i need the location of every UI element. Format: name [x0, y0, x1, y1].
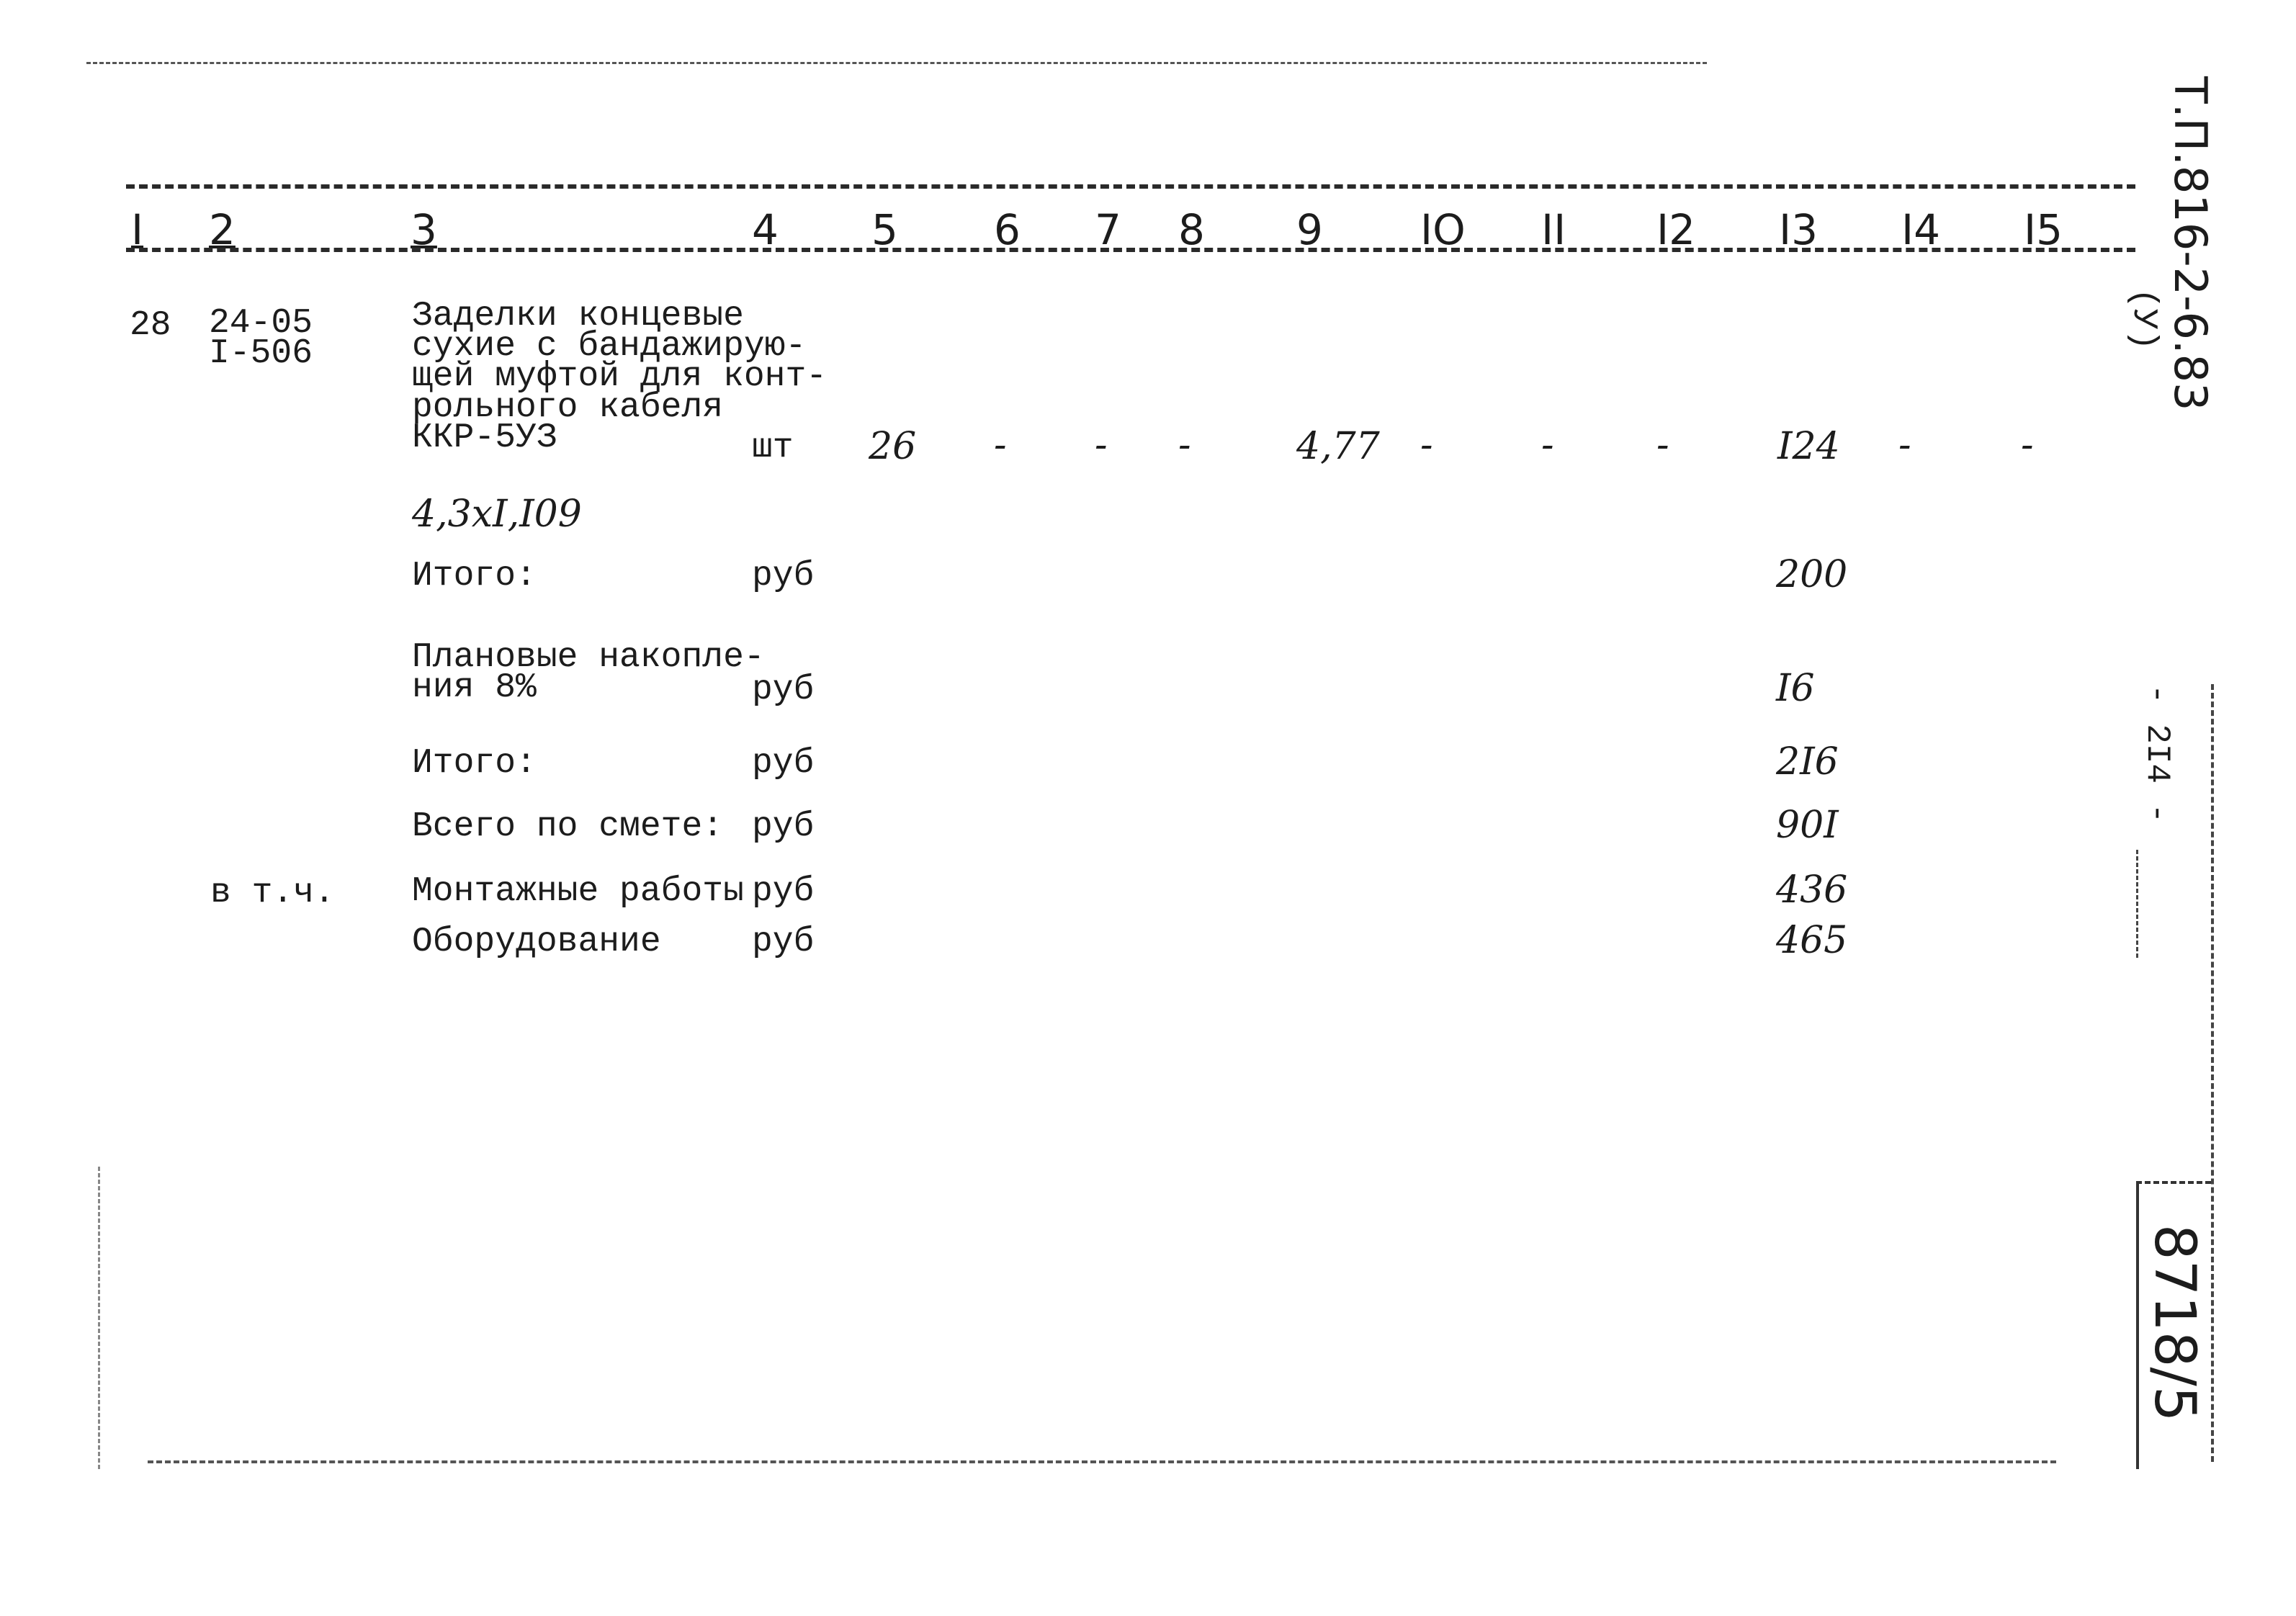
header-top-rule	[126, 184, 2135, 189]
summary-label: Оборудование	[412, 923, 661, 961]
summary-unit: руб	[752, 872, 815, 911]
margin-frame-line	[2136, 1181, 2211, 1184]
unit-cell: шт	[752, 428, 794, 467]
summary-unit: руб	[752, 670, 815, 709]
column-number-1: I	[131, 205, 144, 254]
summary-value: I6	[1776, 667, 1815, 710]
rate-code: 24-05 I-506	[209, 304, 313, 374]
summary-unit: руб	[752, 744, 815, 783]
column-number-14: I4	[1901, 205, 1941, 254]
column-number-7: 7	[1095, 205, 1121, 254]
row-number: 28	[130, 306, 171, 345]
column-number-11: II	[1541, 205, 1566, 254]
margin-frame-line	[2136, 850, 2138, 958]
left-margin-marks	[98, 1167, 100, 1469]
col6-cell: -	[994, 423, 1007, 467]
col15-cell: -	[2021, 423, 2034, 467]
summary-value: 2I6	[1776, 740, 1839, 784]
summary-value: 436	[1776, 868, 1848, 912]
header-bottom-rule	[126, 248, 2135, 252]
summary-value: 90I	[1776, 804, 1839, 847]
col8-cell: -	[1178, 423, 1191, 467]
column-number-10: IO	[1420, 205, 1466, 254]
col9-cell: 4,77	[1296, 425, 1380, 468]
col7-cell: -	[1095, 423, 1108, 467]
column-number-5: 5	[871, 205, 898, 254]
margin-frame-line	[2136, 1181, 2139, 1469]
column-number-4: 4	[752, 205, 779, 254]
top-margin-dashes	[86, 62, 1707, 64]
col10-cell: -	[1420, 423, 1433, 467]
document-code-suffix: (У)	[2124, 288, 2163, 351]
summary-label: Итого:	[412, 557, 537, 596]
bottom-rule	[148, 1460, 2056, 1463]
summary-prefix: в т.ч.	[210, 874, 335, 912]
col14-cell: -	[1898, 423, 1911, 467]
summary-value: 465	[1776, 919, 1848, 962]
sheet-number: 8718/5	[2142, 1224, 2207, 1422]
column-number-15: I5	[2024, 205, 2063, 254]
column-number-2: 2	[209, 205, 236, 254]
summary-label: Плановые накопле- ния 8%	[412, 638, 765, 708]
column-number-6: 6	[994, 205, 1021, 254]
calculation-note: 4,3xI,I09	[412, 493, 582, 536]
col11-cell: -	[1541, 423, 1554, 467]
document-code: Т.П.816-2-6.83	[2164, 76, 2217, 411]
col13-cell: I24	[1777, 425, 1840, 468]
column-number-13: I3	[1779, 205, 1819, 254]
item-description: Заделки концевые сухие с бандажирую- щей муфтой для конт- рольного кабеля ККР-5УЗ	[412, 297, 828, 457]
summary-value: 200	[1776, 553, 1848, 596]
summary-unit: руб	[752, 807, 815, 846]
column-number-9: 9	[1296, 205, 1323, 254]
col12-cell: -	[1656, 423, 1669, 467]
page-number: - 2I4 -	[2138, 684, 2176, 824]
quantity-cell: 26	[869, 425, 917, 468]
summary-label: Монтажные работы	[412, 872, 744, 911]
margin-frame-line	[2211, 684, 2214, 1462]
summary-label: Всего по смете:	[412, 807, 724, 846]
summary-label: Итого:	[412, 744, 537, 783]
summary-unit: руб	[752, 557, 815, 596]
column-number-8: 8	[1178, 205, 1205, 254]
summary-unit: руб	[752, 923, 815, 961]
column-number-12: I2	[1656, 205, 1696, 254]
column-number-3: 3	[411, 205, 437, 254]
